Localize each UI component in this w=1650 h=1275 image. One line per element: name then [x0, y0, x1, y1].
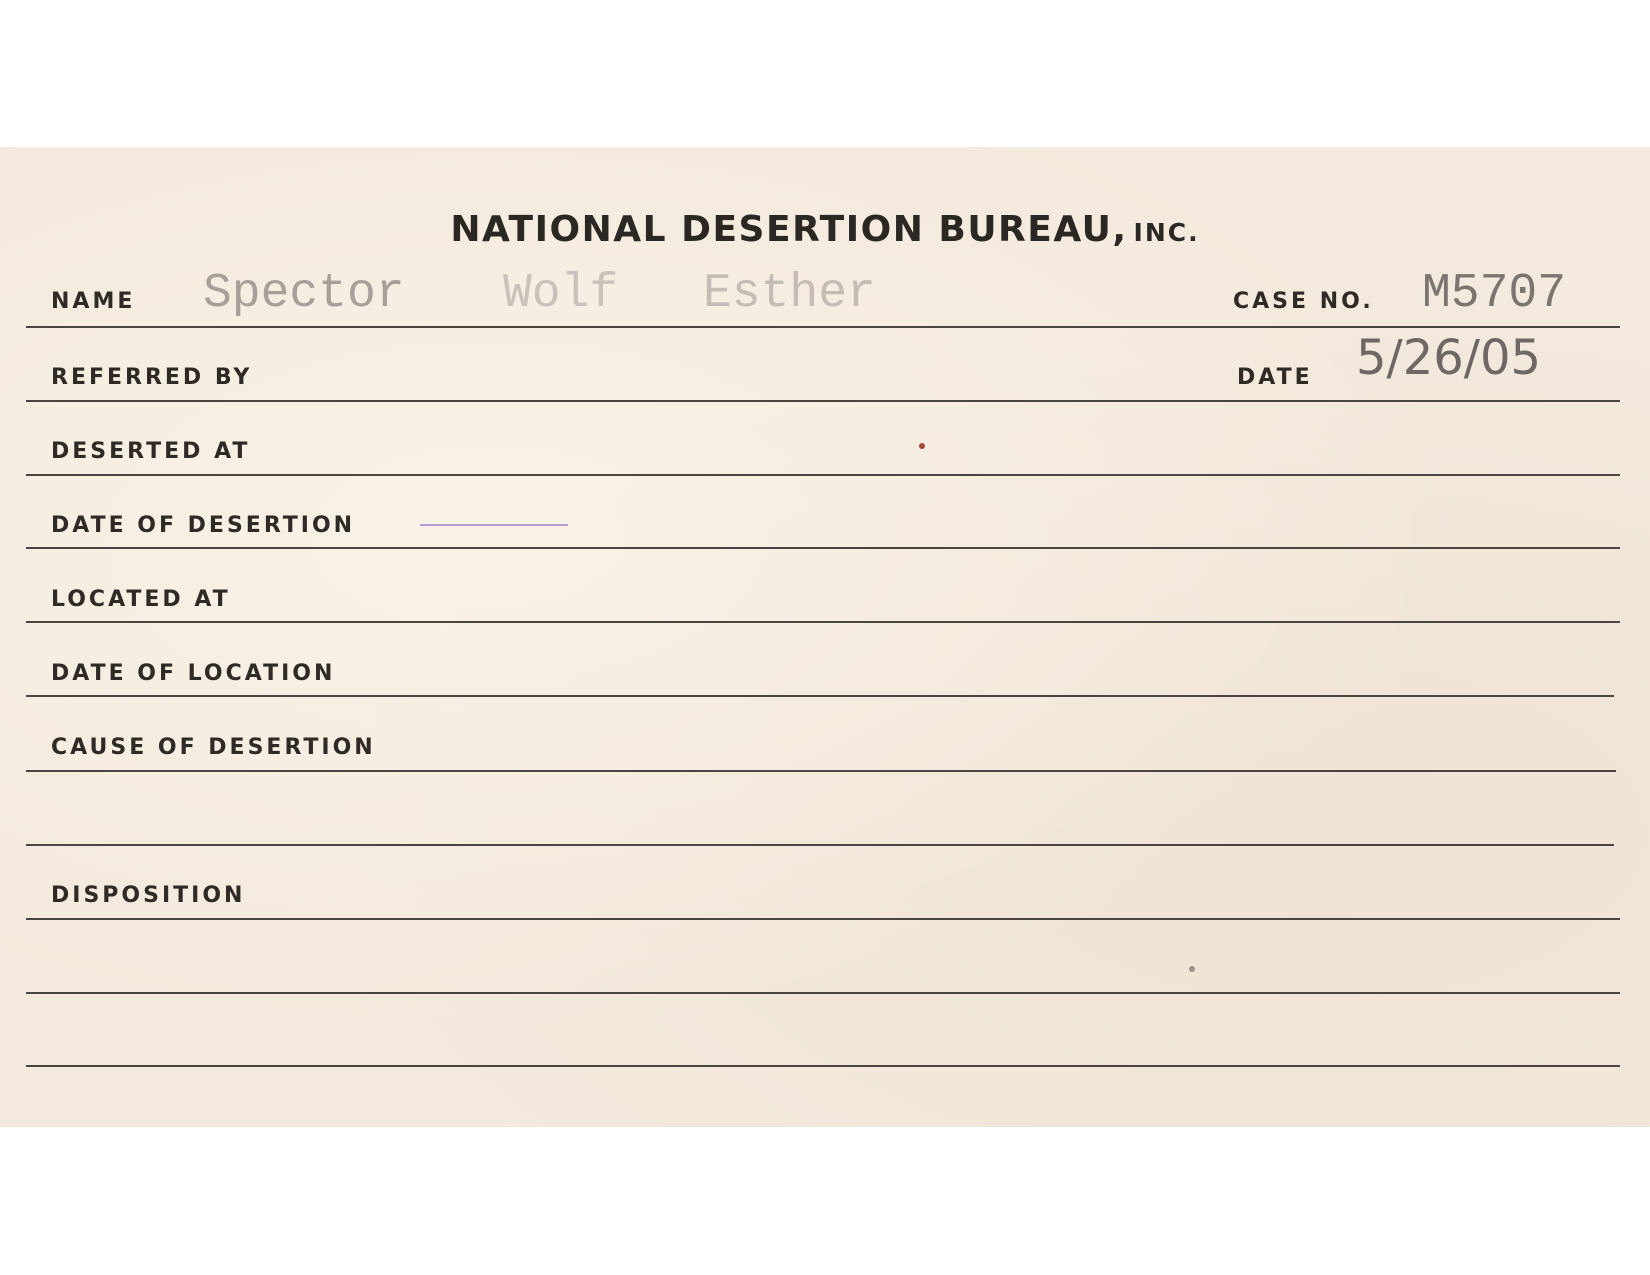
located-at-rule — [26, 621, 1620, 623]
name-surname-value: Spector — [203, 267, 405, 321]
date-of-desertion-label: DATE OF DESERTION — [51, 513, 356, 538]
cause-continuation-rule — [26, 844, 1614, 846]
dirt-speck — [1189, 966, 1195, 972]
date-value: 5/26/05 — [1356, 330, 1542, 386]
date-of-desertion-rule — [26, 547, 1620, 549]
disposition-label: DISPOSITION — [51, 883, 246, 908]
purple-ink-mark — [420, 524, 568, 526]
ink-speck — [919, 443, 925, 449]
name-spouse-value: Esther — [703, 267, 876, 321]
disposition-rule — [26, 918, 1620, 920]
referred-by-rule — [26, 400, 1620, 402]
card-title — [0, 209, 1650, 250]
cause-of-desertion-label: CAUSE OF DESERTION — [51, 735, 376, 760]
name-rule — [26, 326, 1620, 328]
disposition-continuation-rule-2 — [26, 1065, 1620, 1067]
located-at-label: LOCATED AT — [51, 587, 231, 612]
cause-of-desertion-rule — [26, 770, 1616, 772]
disposition-continuation-rule-1 — [26, 992, 1620, 994]
name-given-value: Wolf — [503, 267, 619, 321]
index-card — [0, 147, 1650, 1127]
bureau-suffix: INC. — [1133, 218, 1200, 247]
case-no-value: M5707 — [1422, 267, 1567, 321]
name-label: NAME — [51, 289, 136, 314]
bureau-name: NATIONAL DESERTION BUREAU, — [450, 209, 1128, 250]
referred-by-label: REFERRED BY — [51, 365, 253, 390]
deserted-at-label: DESERTED AT — [51, 439, 251, 464]
deserted-at-rule — [26, 474, 1620, 476]
case-no-label: CASE NO. — [1233, 289, 1374, 314]
date-of-location-rule — [26, 695, 1614, 697]
date-of-location-label: DATE OF LOCATION — [51, 661, 336, 686]
date-label: DATE — [1237, 365, 1313, 390]
